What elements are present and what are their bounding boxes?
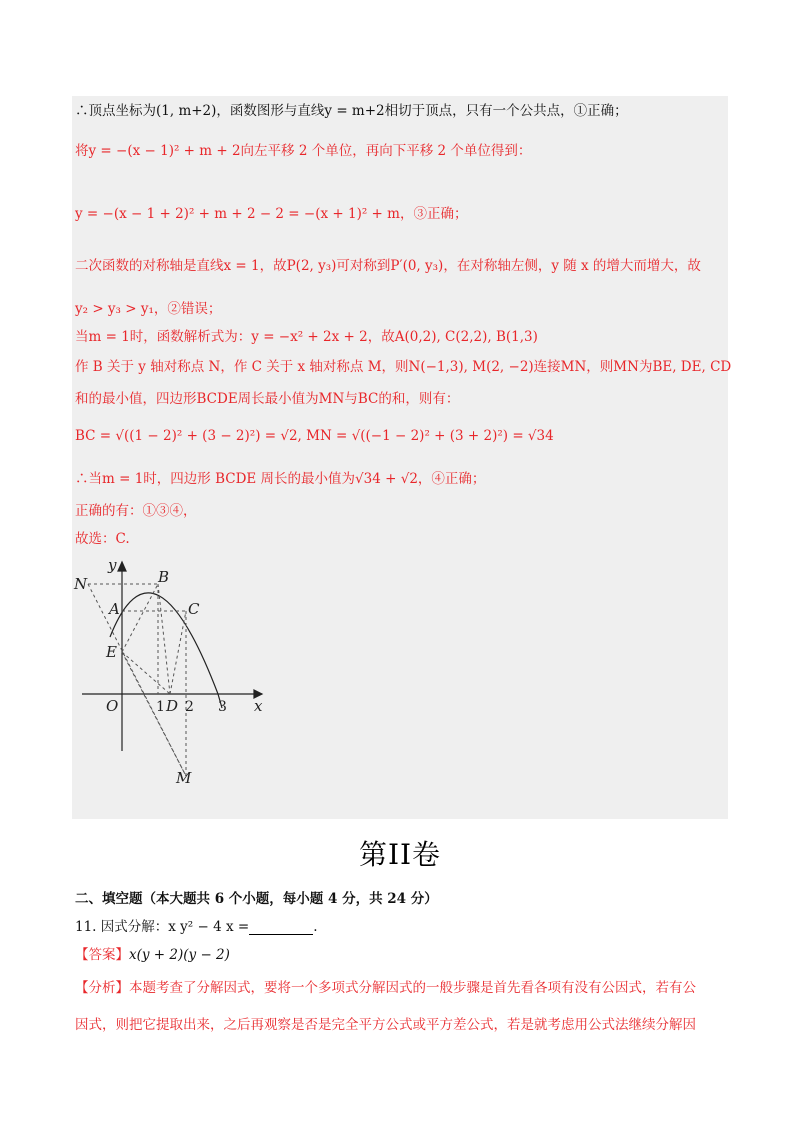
answer-line: [75, 943, 725, 963]
section-title: 第II卷: [358, 838, 442, 871]
answer-tag: 【答案】: [75, 947, 129, 963]
label-C: C: [188, 600, 200, 618]
solution-line-12: 故选：C.: [75, 531, 130, 547]
analysis-line-1: [75, 976, 725, 996]
label-D: D: [166, 697, 179, 715]
tick-1: 1: [156, 699, 165, 715]
question-11-prompt: 11. 因式分解：x y² − 4 x =: [75, 919, 250, 935]
label-x: x: [254, 697, 263, 715]
solution-line-7: 作 B 关于 y 轴对称点 N，作 C 关于 x 轴对称点 M，则N(−1,3), M(2, −2)连接MN，则MN为BE, DE, CD: [75, 359, 732, 375]
tick-3: 3: [218, 699, 227, 715]
solution-line-1: ∴顶点坐标为(1, m+2)，函数图形与直线y = m+2相切于顶点，只有一个公共点，①正确；: [75, 103, 628, 119]
fill-blank-header: 二、填空题（本大题共 6 个小题，每小题 4 分，共 24 分）: [75, 891, 438, 907]
label-A: A: [109, 600, 120, 618]
label-O: O: [106, 697, 119, 715]
solution-line-3: y = −(x − 1 + 2)² + m + 2 − 2 = −(x + 1)² + m，③正确；: [75, 206, 468, 222]
question-11-end: .: [313, 919, 318, 935]
solution-line-5: y₂ > y₃ > y₁，②错误；: [75, 301, 222, 317]
analysis-text-1: 本题考查了分解因式，要将一个多项式分解因式的一般步骤是首先看各项有没有公因式，若有公: [129, 980, 696, 996]
solution-line-4: 二次函数的对称轴是直线x = 1，故P(2, y₃)可对称到P′(0, y₃)，在对称轴左侧，y 随 x 的增大而增大，故: [75, 258, 701, 274]
label-E: E: [106, 643, 117, 661]
solution-line-10: ∴当m = 1时，四边形 BCDE 周长的最小值为√34 + √2，④正确；: [75, 471, 486, 487]
parabola-curve: [110, 593, 218, 694]
tick-2: 2: [185, 699, 194, 715]
solution-line-11: 正确的有：①③④，: [75, 503, 197, 519]
analysis-tag: 【分析】: [75, 980, 129, 996]
dashed-lines: [88, 584, 186, 776]
solution-line-9: BC = √((1 − 2)² + (3 − 2)²) = √2, MN = √((−1 − 2)² + (3 + 2)²) = √34: [75, 428, 554, 444]
y-axis-arrow: [118, 562, 126, 571]
label-N: N: [74, 575, 88, 593]
label-y: y: [108, 556, 117, 574]
question-11: [75, 915, 725, 935]
label-B: B: [158, 568, 170, 586]
answer-text: x(y + 2)(y − 2): [129, 947, 230, 963]
solution-line-8: 和的最小值，四边形BCDE周长最小值为MN与BC的和，则有：: [75, 391, 460, 407]
analysis-line-2: 因式，则把它提取出来，之后再观察是否是完全平方公式或平方差公式，若是就考虑用公式法继续分解因: [75, 1017, 696, 1033]
solution-line-6: 当m = 1时，函数解析式为：y = −x² + 2x + 2，故A(0,2), C(2,2), B(1,3): [75, 329, 538, 345]
label-M: M: [176, 769, 192, 787]
geometry-figure: [70, 556, 280, 796]
solution-line-2: 将y = −(x − 1)² + m + 2向左平移 2 个单位，再向下平移 2 个单位得到：: [75, 143, 532, 159]
answer-blank: [249, 922, 313, 935]
